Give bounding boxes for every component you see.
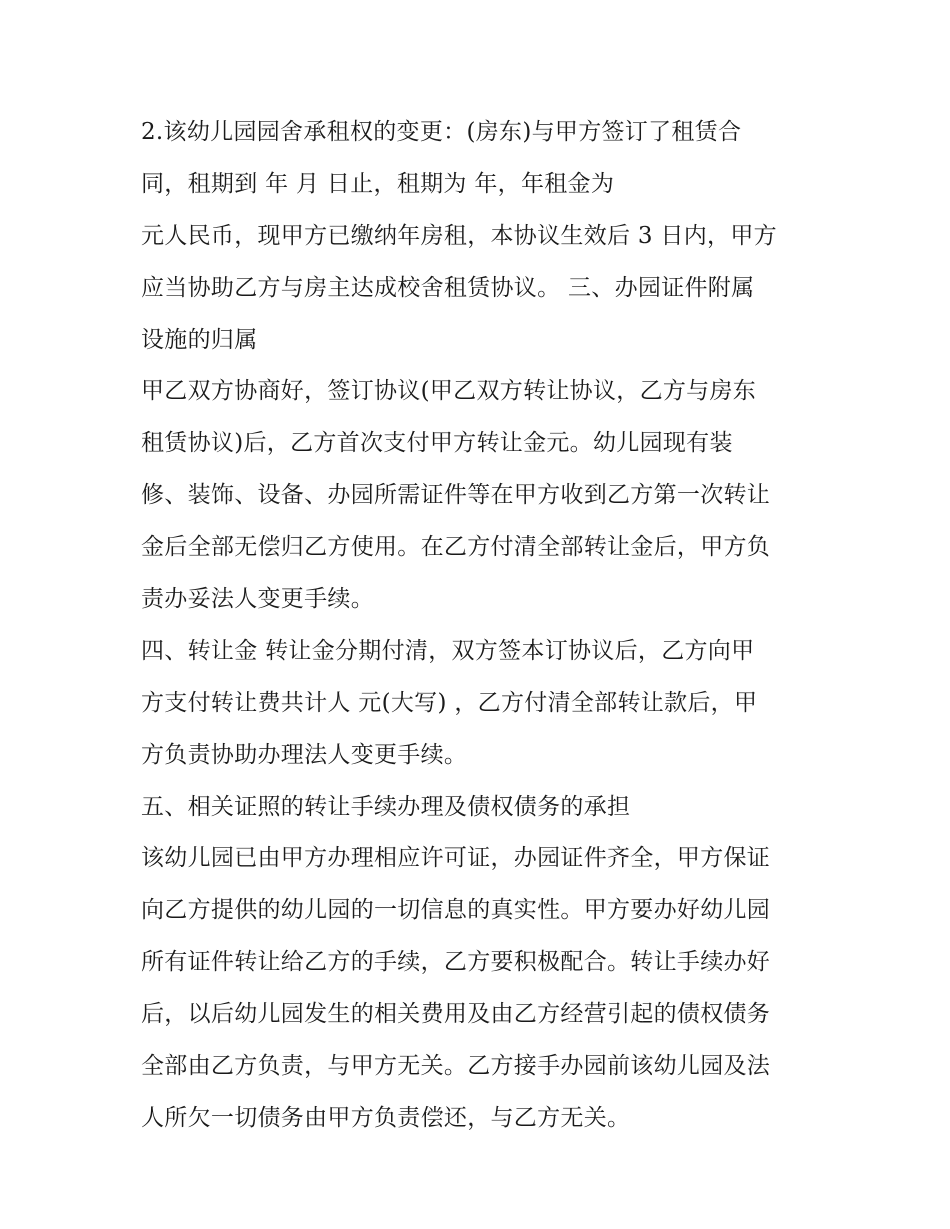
text-line: 向乙方提供的幼儿园的一切信息的真实性。甲方要办好幼儿园	[141, 897, 771, 924]
text-line: 全部由乙方负责，与甲方无关。乙方接手办园前该幼儿园及法	[141, 1053, 771, 1080]
text-line: 四、转让金 转让金分期付清，双方签本订协议后，乙方向甲	[141, 637, 755, 664]
text-line: 后，以后幼儿园发生的相关费用及由乙方经营引起的债权债务	[141, 1001, 771, 1028]
text-line: 设施的归属	[141, 326, 258, 353]
text-line: 人所欠一切债务由甲方负责偿还，与乙方无关。	[141, 1104, 631, 1131]
text-line: 责办妥法人变更手续。	[141, 586, 374, 613]
text-line: 修、装饰、设备、办园所需证件等在甲方收到乙方第一次转让	[141, 482, 771, 509]
text-line: 该幼儿园已由甲方办理相应许可证，办园证件齐全，甲方保证	[141, 845, 771, 872]
text-line: 元人民币，现甲方已缴纳年房租，本协议生效后 3 日内，甲方	[141, 222, 777, 249]
text-line: 应当协助乙方与房主达成校舍租赁协议。 三、办园证件附属	[141, 274, 755, 301]
text-line: 租赁协议)后，乙方首次支付甲方转让金元。幼儿园现有装	[141, 430, 733, 457]
document-body	[141, 107, 821, 1145]
text-line: 方支付转让费共计人 元(大写) ，乙方付清全部转让款后，甲	[141, 689, 758, 716]
text-line: 所有证件转让给乙方的手续，乙方要积极配合。转让手续办好	[141, 949, 771, 976]
text-line: 方负责协助办理法人变更手续。	[141, 741, 468, 768]
text-line: 五、相关证照的转让手续办理及债权债务的承担	[141, 793, 631, 820]
text-line: 同，租期到 年 月 日止，租期为 年，年租金为	[141, 170, 615, 197]
text-line: 金后全部无偿归乙方使用。在乙方付清全部转让金后，甲方负	[141, 534, 771, 561]
text-line: 2.该幼儿园园舍承租权的变更：(房东)与甲方签订了租赁合	[141, 119, 742, 145]
text-line: 甲乙双方协商好，签订协议(甲乙双方转让协议，乙方与房东	[141, 378, 757, 405]
